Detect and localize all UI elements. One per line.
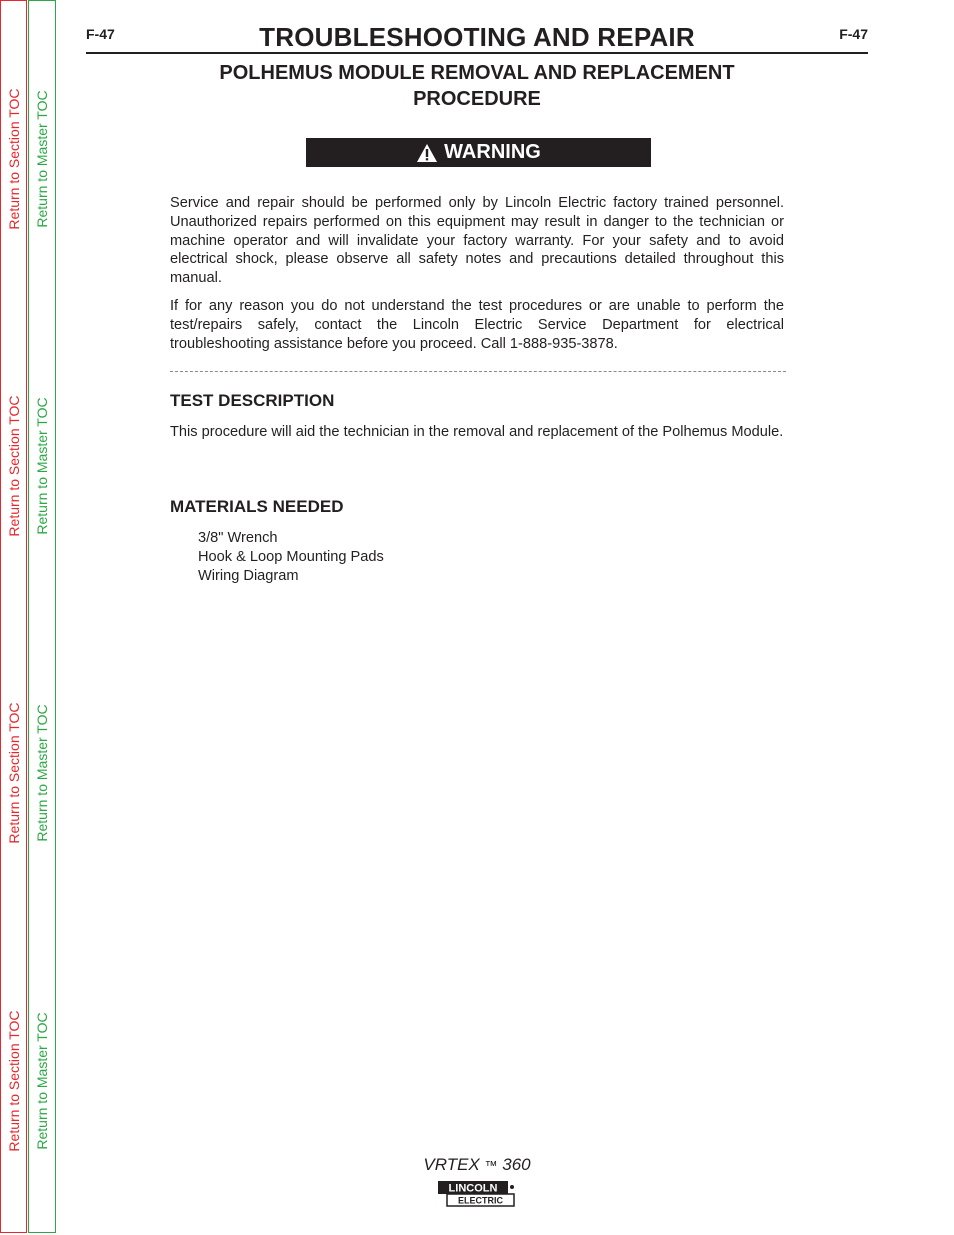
list-item: Hook & Loop Mounting Pads	[198, 548, 384, 565]
list-item: Wiring Diagram	[198, 567, 299, 584]
trademark-symbol: ™	[484, 1158, 498, 1173]
model-name: VRTEX	[423, 1155, 480, 1174]
materials-needed-heading: MATERIALS NEEDED	[170, 497, 344, 516]
procedure-title: POLHEMUS MODULE REMOVAL AND REPLACEMENT PROCEDURE	[219, 62, 735, 110]
lincoln-electric-logo	[437, 1179, 517, 1209]
footer-model-name	[0, 1155, 954, 1175]
model-number: 360	[502, 1155, 531, 1174]
test-description-heading: TEST DESCRIPTION	[170, 391, 335, 410]
header-divider	[86, 52, 868, 54]
list-item: 3/8" Wrench	[198, 530, 278, 546]
page-title: TROUBLESHOOTING AND REPAIR	[259, 22, 695, 52]
page-number-right: F-47	[839, 26, 868, 42]
master-toc-bar: Return to Master TOC Return to Master TOC Return to Master TOC Return to Master TOC	[28, 0, 56, 1233]
warning-paragraph-1: Service and repair should be performed only by Lincoln Electric factory trained personnel. Unauthorized repairs performed on this equipment may result in danger to the technician or machine operator and will invalidate your factory warranty. For your safety and to avoid electrical shock, please observe all safety notes and precautions detailed throughout this manual.	[170, 195, 784, 287]
warning-label: WARNING	[444, 141, 541, 163]
warning-triangle-icon	[416, 143, 438, 163]
section-toc-bar: Return to Section TOC Return to Section TOC Return to Section TOC Return to Section TOC	[0, 0, 27, 1233]
page-number-left: F-47	[86, 26, 115, 42]
warning-banner	[306, 138, 651, 167]
dashed-divider	[170, 371, 786, 372]
test-description-text: This procedure will aid the technician in the removal and replacement of the Polhemus Module.	[170, 424, 784, 440]
warning-paragraph-2: If for any reason you do not understand the test procedures or are unable to perform the test/repairs safely, contact the Lincoln Electric Service Department for electrical troubleshooting assistance before you proceed. Call 1-888-935-3878.	[170, 298, 784, 352]
materials-list	[198, 529, 384, 585]
svg-text:LINCOLN: LINCOLN	[448, 1182, 498, 1195]
svg-text:ELECTRIC: ELECTRIC	[458, 1195, 503, 1206]
